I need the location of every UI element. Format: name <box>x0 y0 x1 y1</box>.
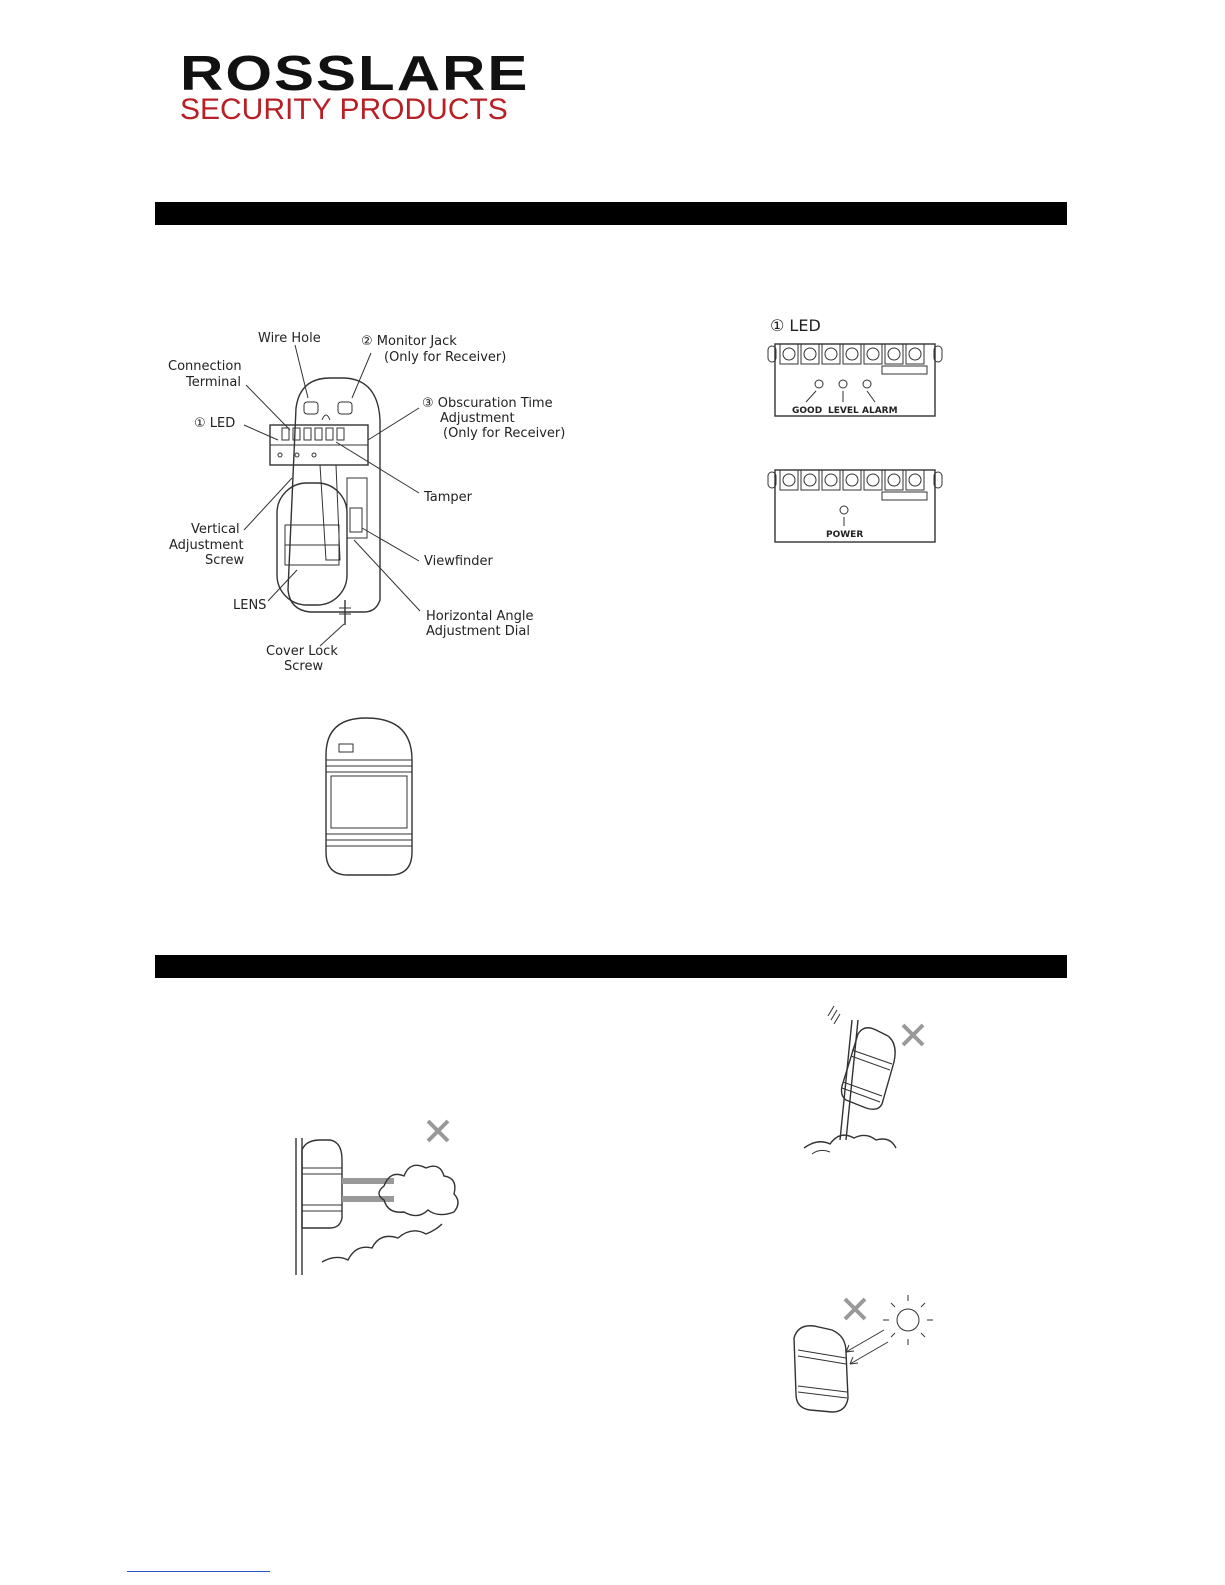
led-label-power: POWER <box>826 530 864 540</box>
led-label-alarm: ALARM <box>862 406 898 416</box>
label-cover-lock: Cover Lock <box>266 644 338 659</box>
label-obscuration-adjustment: Adjustment <box>440 411 515 426</box>
label-obscuration-time: ③ Obscuration Time <box>422 396 553 411</box>
led-label-good: GOOD <box>792 406 823 416</box>
label-vertical: Vertical <box>191 522 240 537</box>
label-wire-hole: Wire Hole <box>258 331 321 346</box>
label-horizontal-angle: Horizontal Angle <box>426 609 534 624</box>
label-cover-lock-screw: Screw <box>284 659 324 674</box>
label-viewfinder: Viewfinder <box>424 554 493 569</box>
label-vertical-adjustment: Adjustment <box>169 538 244 553</box>
led-panel-title: ① LED <box>770 316 821 335</box>
no-direct-sunlight-x-icon <box>842 1296 868 1322</box>
label-connection: Connection <box>168 359 242 374</box>
footer-link-underline[interactable] <box>127 1571 270 1572</box>
label-monitor-jack: ② Monitor Jack <box>361 334 457 349</box>
label-lens: LENS <box>233 598 267 613</box>
led-label-level: LEVEL <box>828 406 859 416</box>
label-horizontal-dial: Adjustment Dial <box>426 624 530 639</box>
label-vertical-screw: Screw <box>205 553 245 568</box>
label-obscuration-note: (Only for Receiver) <box>443 426 566 441</box>
logo-wordmark: ROSSLARE <box>180 45 530 101</box>
label-terminal: Terminal <box>186 375 241 390</box>
label-led: ① LED <box>194 416 236 431</box>
logo-tagline: SECURITY PRODUCTS <box>180 93 508 126</box>
label-tamper: Tamper <box>424 490 473 505</box>
label-monitor-jack-note: (Only for Receiver) <box>384 350 507 365</box>
